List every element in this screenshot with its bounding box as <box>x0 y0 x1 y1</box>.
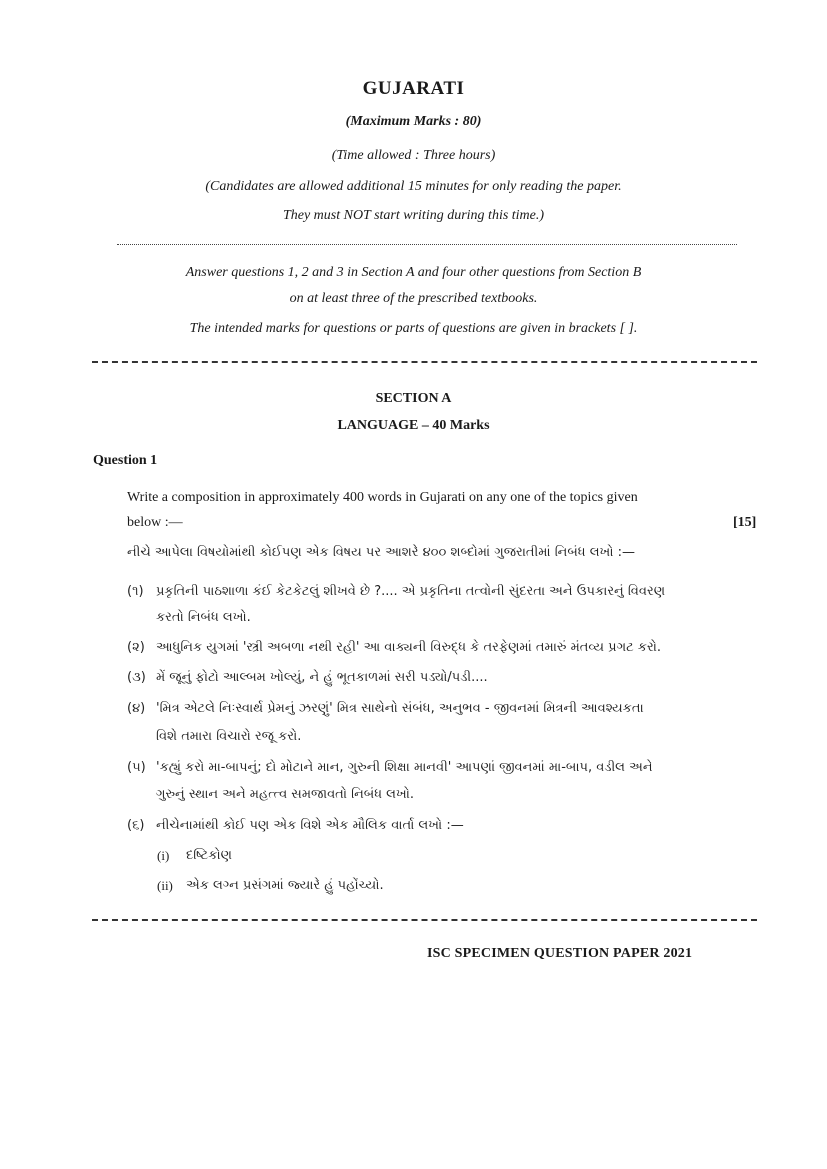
instruction-line3: The intended marks for questions or parts of questions are given in brackets [ ]. <box>189 321 638 336</box>
gujarati-instruction: નીચે આપેલા વિષયોમાંથી કોઈપણ એક વિષય પર આશરે ૪૦૦ શબ્દોમાં ગુજરાતીમાં નિબંધ લખો :— <box>127 545 636 560</box>
item-text: કરતો નિબંધ લખો. <box>156 610 251 625</box>
section-subtitle: LANGUAGE – 40 Marks <box>337 418 490 433</box>
sub-item-number: (ii) <box>157 878 173 893</box>
time-allowed: (Time allowed : Three hours) <box>331 148 496 163</box>
candidates-note-line2: They must NOT start writing during this time.) <box>282 208 545 223</box>
item-text: ગુરુનું સ્થાન અને મહત્ત્વ સમજાવતો નિબંધ લખો. <box>156 787 415 802</box>
question-marks: [15] <box>733 515 757 530</box>
maximum-marks: (Maximum Marks : 80) <box>345 114 482 129</box>
item-text: નીચેનામાંથી કોઈ પણ એક વિશે એક મૌલિક વાર્તા લખો :— <box>156 818 464 833</box>
question-intro-line1: Write a composition in approximately 400 words in Gujarati on any one of the topics given <box>127 490 638 505</box>
sub-item-text: દષ્ટિકોણ <box>186 848 232 863</box>
item-number: (૨) <box>127 640 145 655</box>
footer-divider <box>92 919 757 921</box>
item-number: (૩) <box>127 670 146 685</box>
item-number: (૬) <box>127 818 145 833</box>
item-text: 'મિત્ર એટલે નિઃસ્વાર્થ પ્રેમનું ઝરણું' મિત્ર સાથેનો સંબંધ, અનુભવ - જીવનમાં મિત્રની આવશ્યકતા <box>156 701 644 716</box>
candidates-note-line1: (Candidates are allowed additional 15 minutes for only reading the paper. <box>205 179 622 194</box>
item-number: (૫) <box>127 760 146 775</box>
question-label: Question 1 <box>93 453 158 468</box>
sub-item-number: (i) <box>157 848 170 863</box>
sub-item-text: એક લગ્ન પ્રસંગમાં જ્યારે હું પહોંચ્યો. <box>186 878 384 893</box>
item-number: (૪) <box>127 701 146 716</box>
section-title: SECTION A <box>375 391 452 406</box>
instruction-line1: Answer questions 1, 2 and 3 in Section A and four other questions from Section B <box>185 265 642 280</box>
header-divider <box>117 244 737 245</box>
question-intro-line2: below :— <box>127 515 183 530</box>
instructions-divider <box>92 361 757 363</box>
item-text: વિશે તમારા વિચારો રજૂ કરો. <box>156 729 302 744</box>
item-text: 'કહ્યું કરો મા-બાપનું; દો મોટાને માન, ગુરુની શિક્ષા માનવી' આપણાં જીવનમાં મા-બાપ, વડીલ અને <box>156 760 653 775</box>
subject-title: GUJARATI <box>362 78 465 99</box>
instruction-line2: on at least three of the prescribed textbooks. <box>289 291 538 306</box>
footer-label: ISC SPECIMEN QUESTION PAPER 2021 <box>427 946 693 961</box>
item-text: આધુનિક યુગમાં 'સ્ત્રી અબળા નથી રહી' આ વાક્યની વિરુદ્ધ કે તરફેણમાં તમારું મંતવ્ય પ્રગટ કરો. <box>156 640 662 655</box>
item-text: મેં જૂનું ફોટો આલ્બમ ખોલ્યું, ને હું ભૂતકાળમાં સરી પડ્યો/પડી.... <box>156 670 488 685</box>
item-number: (૧) <box>127 584 144 599</box>
item-text: પ્રકૃતિની પાઠશાળા કંઈ કેટકેટલું શીખવે છે ?.... એ પ્રકૃતિના તત્વોની સુંદરતા અને ઉપકારનું વિવરણ <box>156 584 666 599</box>
